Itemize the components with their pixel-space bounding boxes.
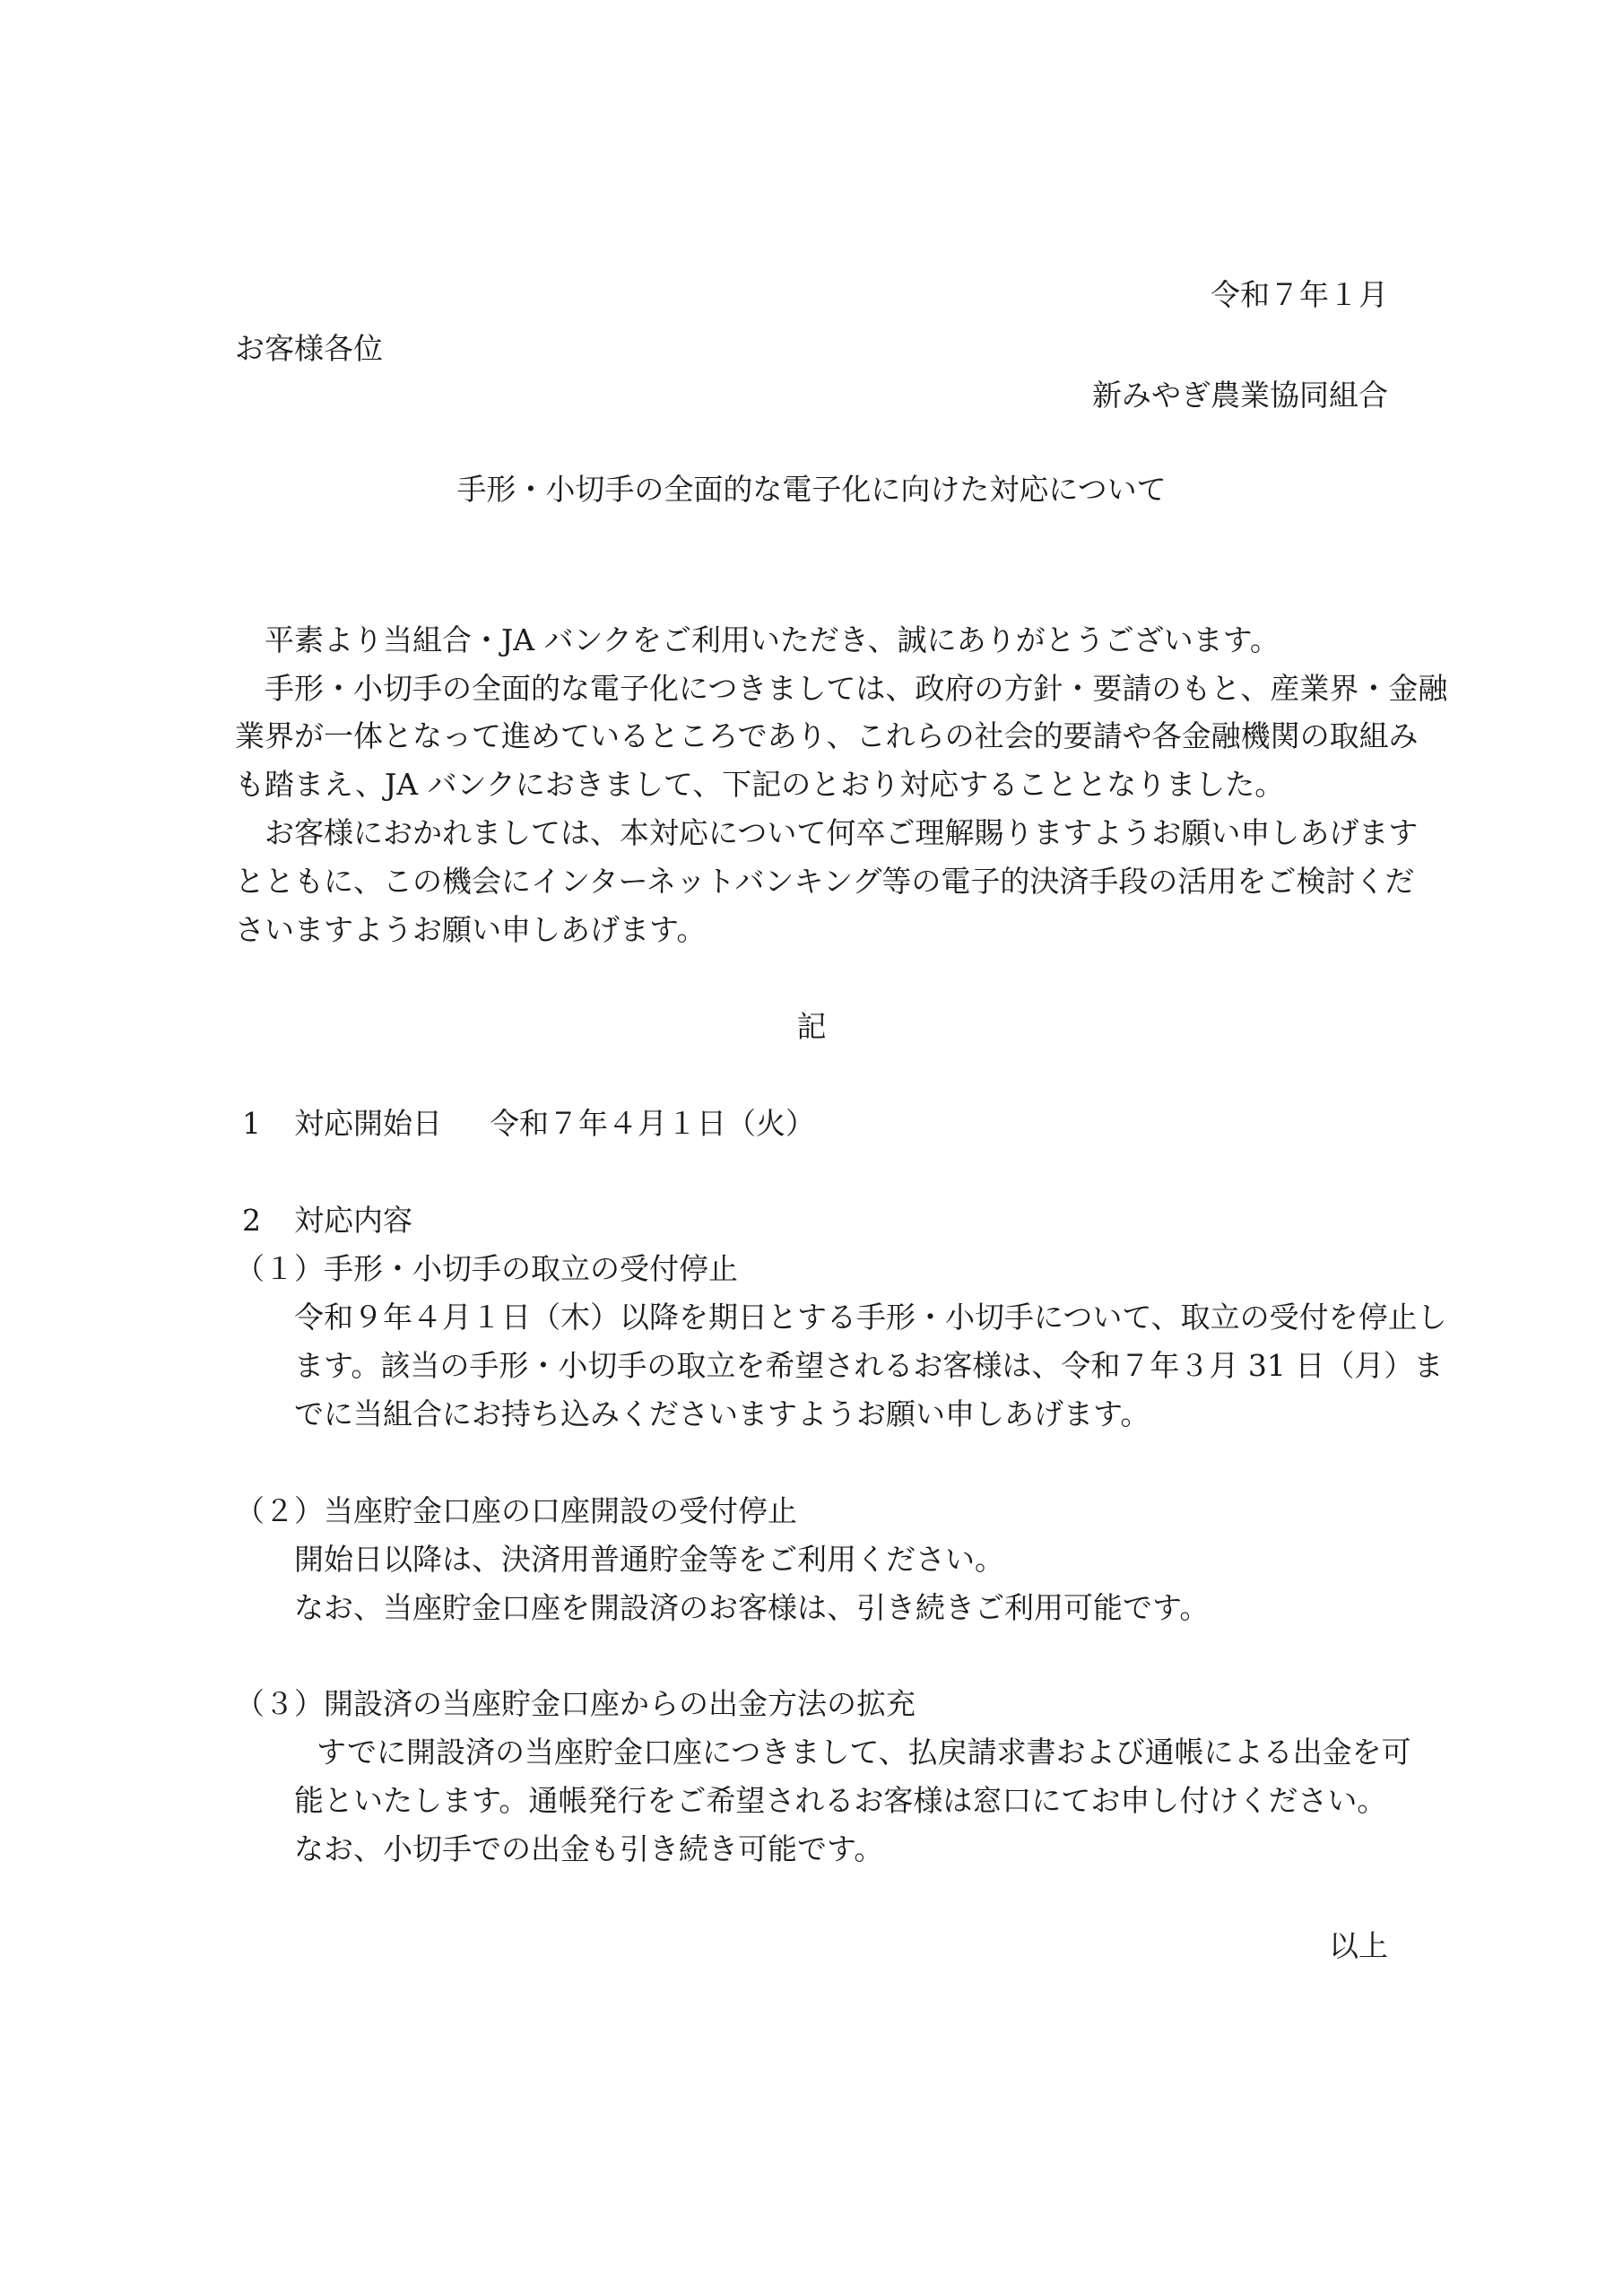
addressee: お客様各位	[235, 331, 383, 366]
subsection-2-line-1: 開始日以降は、決済用普通貯金等をご利用ください。	[294, 1542, 1004, 1577]
document-title: 手形・小切手の全面的な電子化に向けた対応について	[456, 472, 1167, 507]
subsection-1-heading: （１）手形・小切手の取立の受付停止	[235, 1251, 738, 1286]
section-2-label: 対応内容	[294, 1203, 412, 1238]
sender-organization: 新みやぎ農業協同組合	[1092, 378, 1388, 413]
body-paragraph-3-line-2: とともに、この機会にインターネットバンキング等の電子的決済手段の活用をご検討くだ	[235, 864, 1415, 899]
body-paragraph-1-line-1: 平素より当組合・JA バンクをご利用いただき、誠にありがとうございます。	[265, 622, 1280, 657]
subsection-2-line-2: なお、当座貯金口座を開設済のお客様は、引き続きご利用可能です。	[294, 1590, 1210, 1625]
section-1-value: 令和７年４月１日（火）	[490, 1106, 815, 1141]
subsection-3-heading: （３）開設済の当座貯金口座からの出金方法の拡充	[235, 1686, 916, 1721]
body-paragraph-3-line-3: さいますようお願い申しあげます。	[235, 912, 707, 947]
subsection-3-line-3: なお、小切手での出金も引き続き可能です。	[294, 1831, 884, 1866]
body-paragraph-2-line-1: 手形・小切手の全面的な電子化につきましては、政府の方針・要請のもと、産業界・金融	[265, 671, 1448, 706]
closing-text: 以上	[1329, 1928, 1388, 1963]
subsection-1-line-3: でに当組合にお持ち込みくださいますようお願い申しあげます。	[294, 1396, 1150, 1431]
body-paragraph-2-line-3: も踏まえ、JA バンクにおきまして、下記のとおり対応することとなりました。	[235, 767, 1285, 802]
subsection-3-line-2: 能といたします。通帳発行をご希望されるお客様は窓口にてお申し付けください。	[294, 1783, 1387, 1818]
section-1-number: 1	[242, 1106, 261, 1141]
section-2-number: 2	[242, 1203, 261, 1238]
issue-date: 令和７年１月	[1211, 277, 1388, 312]
subsection-2-heading: （２）当座貯金口座の口座開設の受付停止	[235, 1493, 797, 1528]
body-paragraph-2-line-2: 業界が一体となって進めているところであり、これらの社会的要請や各金融機関の取組み	[235, 718, 1419, 753]
ki-heading: 記	[796, 1009, 827, 1044]
subsection-3-line-1: すでに開設済の当座貯金口座につきまして、払戻請求書および通帳による出金を可	[317, 1735, 1411, 1770]
subsection-1-line-1: 令和９年４月１日（木）以降を期日とする手形・小切手について、取立の受付を停止し	[294, 1300, 1447, 1335]
subsection-1-line-2: ます。該当の手形・小切手の取立を希望されるお客様は、令和７年３月 31 日（月）ま	[294, 1348, 1444, 1383]
section-1-label: 対応開始日	[294, 1106, 442, 1141]
body-paragraph-3-line-1: お客様におかれましては、本対応について何卒ご理解賜りますようお願い申しあげます	[265, 815, 1419, 850]
